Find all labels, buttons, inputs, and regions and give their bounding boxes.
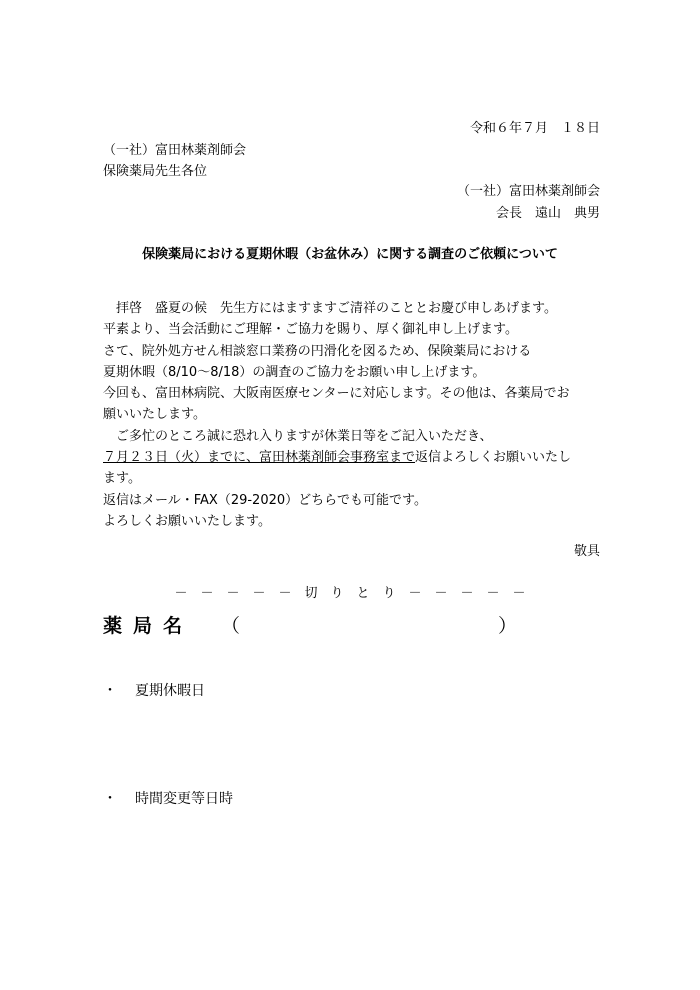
body-line: ます。 [103, 471, 141, 487]
pharmacy-name-label: 薬局名 [103, 615, 194, 637]
cut-line: － － － － － 切 り と り － － － － － [174, 586, 526, 601]
recipient-organization: （一社）富田林薬剤師会 [103, 143, 247, 158]
document-title: 保険薬局における夏期休暇（お盆休み）に関する調査のご依頼について [142, 247, 558, 262]
time-change-label: 時間変更等日時 [135, 791, 233, 807]
closing-remark: 敬具 [573, 544, 600, 559]
deadline-rest-text: 返信よろしくお願いいたし [415, 450, 572, 466]
summer-holiday-label: 夏期休暇日 [135, 683, 205, 699]
body-line: ご多忙のところ誠に恐れ入りますが休業日等をご記入いただき、 [116, 428, 493, 444]
body-line: 返信はメール・FAX（29-2020）どちらでも可能です。 [103, 492, 427, 508]
paren-open: （ [221, 615, 241, 637]
recipient-members: 保険薬局先生各位 [103, 164, 208, 179]
bullet: ・ [103, 791, 117, 807]
deadline-underlined-text: ７月２３日（火）までに、富田林薬剤師会事務室まで [103, 450, 416, 466]
summer-holiday-item [103, 682, 205, 700]
pharmacy-name-field [103, 614, 517, 638]
sender-organization: （一社）富田林薬剤師会 [456, 184, 600, 199]
body-line-deadline [103, 447, 603, 468]
body-line: 夏期休暇（8/10～8/18）の調査のご協力をお願い申し上げます。 [103, 364, 486, 380]
body-line: 平素より、当会活動にご理解・ご協力を賜り、厚く御礼申し上げます。 [103, 322, 518, 338]
body-line: 今回も、富田林病院、大阪南医療センターに対応します。その他は、各薬局でお [103, 386, 570, 402]
sender-president: 会長 遠山 典男 [495, 206, 600, 221]
bullet: ・ [103, 683, 117, 699]
body-line: 願いいたします。 [103, 407, 206, 423]
time-change-item [103, 790, 233, 808]
paren-close: ） [498, 615, 518, 637]
body-line-greeting: 拝啓 盛夏の候 先生方にはますますご清祥のこととお慶び申しあげます。 [116, 301, 557, 316]
body-line: さて、院外処方せん相談窓口業務の円滑化を図るため、保険薬局における [103, 343, 532, 359]
letter-body [103, 298, 603, 532]
body-line: よろしくお願いいたします。 [103, 513, 271, 529]
letter-date: 令和６年７月 １８日 [469, 121, 600, 136]
